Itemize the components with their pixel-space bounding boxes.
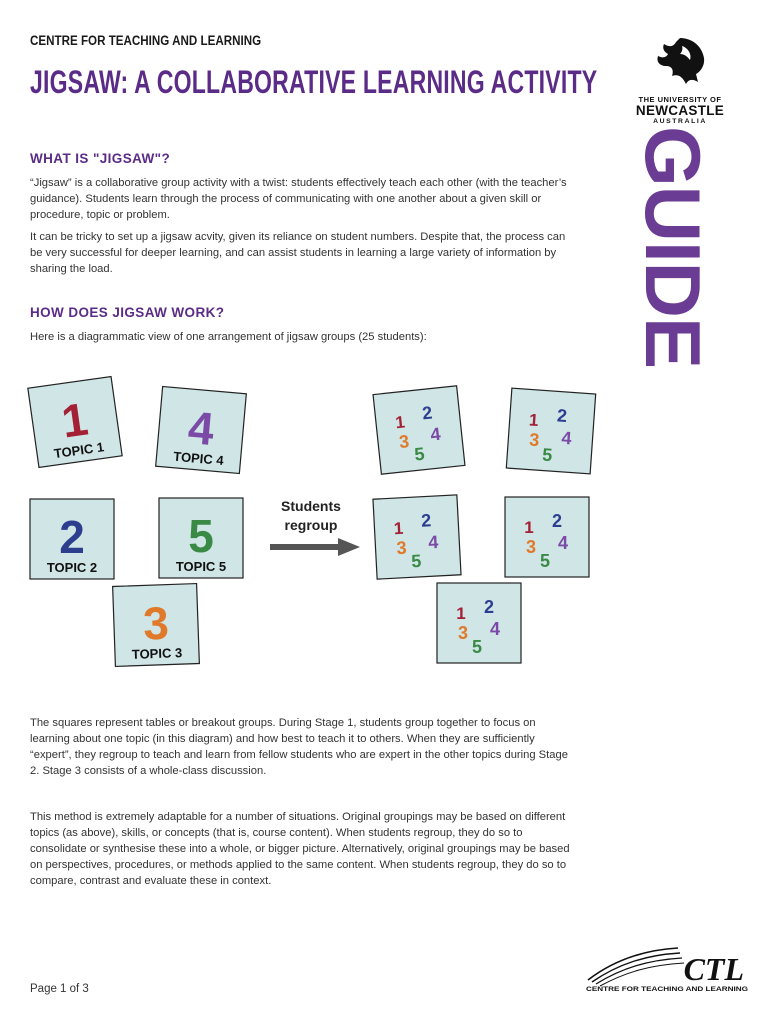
mixed-tile xyxy=(373,495,461,579)
mixed-digit-1: 1 xyxy=(528,410,540,431)
mixed-digit-5: 5 xyxy=(541,444,554,466)
regroup-arrow-icon xyxy=(270,538,360,556)
logo-line-1: THE UNIVERSITY OF xyxy=(638,95,722,104)
jigsaw-diagram xyxy=(20,375,620,675)
topic-tile-2 xyxy=(30,499,114,579)
topic-tile-1 xyxy=(28,377,122,468)
mixed-digit-4: 4 xyxy=(557,533,569,553)
mixed-tile xyxy=(373,386,465,474)
ctl-swoosh-icon xyxy=(588,948,684,986)
logo-line-3: AUSTRALIA xyxy=(653,118,707,125)
mixed-tiles xyxy=(373,386,596,663)
mixed-digit-5: 5 xyxy=(413,443,426,465)
topic-number: 4 xyxy=(186,400,217,456)
ctl-subtitle: CENTRE FOR TEACHING AND LEARNING xyxy=(586,987,749,993)
mixed-digit-4: 4 xyxy=(427,531,439,553)
topic-tile-3 xyxy=(113,584,200,667)
mixed-digit-2: 2 xyxy=(483,597,495,617)
arrow-label-regroup: regroup xyxy=(284,517,338,533)
mixed-digit-3: 3 xyxy=(528,429,541,451)
guide-text: GUIDE xyxy=(629,125,717,369)
ctl-wordmark: CTL xyxy=(683,951,744,987)
mixed-digit-2: 2 xyxy=(421,402,434,424)
paragraph-what-2: It can be tricky to set up a jigsaw acvity, given its reliance on student numbers. Despite that, the process can be very successful for deeper learning, and can assist students in learning a large variety of information by sharing the load. xyxy=(30,231,566,275)
mixed-digit-1: 1 xyxy=(456,604,466,623)
mixed-digit-3: 3 xyxy=(398,431,411,453)
page-number: Page 1 of 3 xyxy=(30,983,89,995)
mixed-digit-4: 4 xyxy=(489,619,501,639)
paragraph-stages: The squares represent tables or breakout groups. During Stage 1, students group together to focus on learning about one topic (in this diagram) and how best to teach it to others. When they are sufficiently “expert”, they regroup to teach and learn from fellow students who are expert in the other topics during Stage 2. Stage 3 consists of a whole-class discussion. xyxy=(30,717,568,777)
paragraph-adaptable: This method is extremely adaptable for a number of situations. Original groupings may be based on different topics (as above), skills, or concepts (that is, course content). When students regroup, they do so to consolidate or synthesise these into a whole, or bigger picture. Alternatively, original groupings may be based on perspectives, procedures, or methods applied to the same content. When students regroup, they do so to compare, contrast and evaluate these in context. xyxy=(30,811,570,887)
topic-label: TOPIC 3 xyxy=(131,645,183,662)
mixed-digit-2: 2 xyxy=(556,405,568,427)
mixed-digit-1: 1 xyxy=(394,412,406,433)
mixed-digit-3: 3 xyxy=(457,623,469,643)
university-logo xyxy=(622,36,738,125)
mixed-tile xyxy=(505,497,589,577)
heading-how-does-jigsaw-work: HOW DOES JIGSAW WORK? xyxy=(30,305,225,320)
guide-side-label xyxy=(629,125,717,369)
topic-number: 2 xyxy=(59,511,85,563)
mixed-digit-2: 2 xyxy=(420,510,432,531)
topic-tile-5 xyxy=(159,498,243,578)
mixed-digit-5: 5 xyxy=(410,550,422,572)
logo-line-2: NEWCASTLE xyxy=(635,103,725,118)
mixed-tile xyxy=(437,583,521,663)
mixed-digit-5: 5 xyxy=(539,551,551,571)
mixed-digit-1: 1 xyxy=(524,518,534,537)
page-title: JIGSAW: A COLLABORATIVE LEARNING ACTIVITY xyxy=(30,64,598,100)
topic-label: TOPIC 4 xyxy=(172,448,225,469)
topic-number: 5 xyxy=(188,510,214,562)
paragraph-what-1: “Jigsaw” is a collaborative group activity with a twist: students effectively teach each other (with the teacher’s guidance). Students learn through the process of communicating with one another about a given skill or procedure, topic or problem. xyxy=(30,177,567,221)
mixed-tile xyxy=(506,388,595,474)
ctl-logo xyxy=(584,942,752,994)
mixed-digit-5: 5 xyxy=(471,637,483,657)
topic-number: 3 xyxy=(142,596,170,650)
topic-label: TOPIC 2 xyxy=(46,560,98,575)
paragraph-how-intro: Here is a diagrammatic view of one arrangement of jigsaw groups (25 students): xyxy=(30,331,427,343)
horse-head-icon xyxy=(652,36,708,88)
mixed-digit-3: 3 xyxy=(396,537,408,559)
arrow-label-students: Students xyxy=(281,498,341,514)
topic-label: TOPIC 1 xyxy=(52,439,105,462)
topic-number: 1 xyxy=(58,392,92,448)
topic-label: TOPIC 5 xyxy=(175,559,227,574)
centre-name: CENTRE FOR TEACHING AND LEARNING xyxy=(30,33,262,48)
mixed-digit-4: 4 xyxy=(560,427,573,449)
mixed-digit-2: 2 xyxy=(551,511,563,531)
mixed-digit-1: 1 xyxy=(393,518,404,539)
topic-tiles xyxy=(28,377,246,667)
mixed-digit-3: 3 xyxy=(525,537,537,557)
topic-tile-4 xyxy=(156,386,247,473)
heading-what-is-jigsaw: WHAT IS "JIGSAW"? xyxy=(30,151,171,166)
mixed-digit-4: 4 xyxy=(429,423,442,445)
